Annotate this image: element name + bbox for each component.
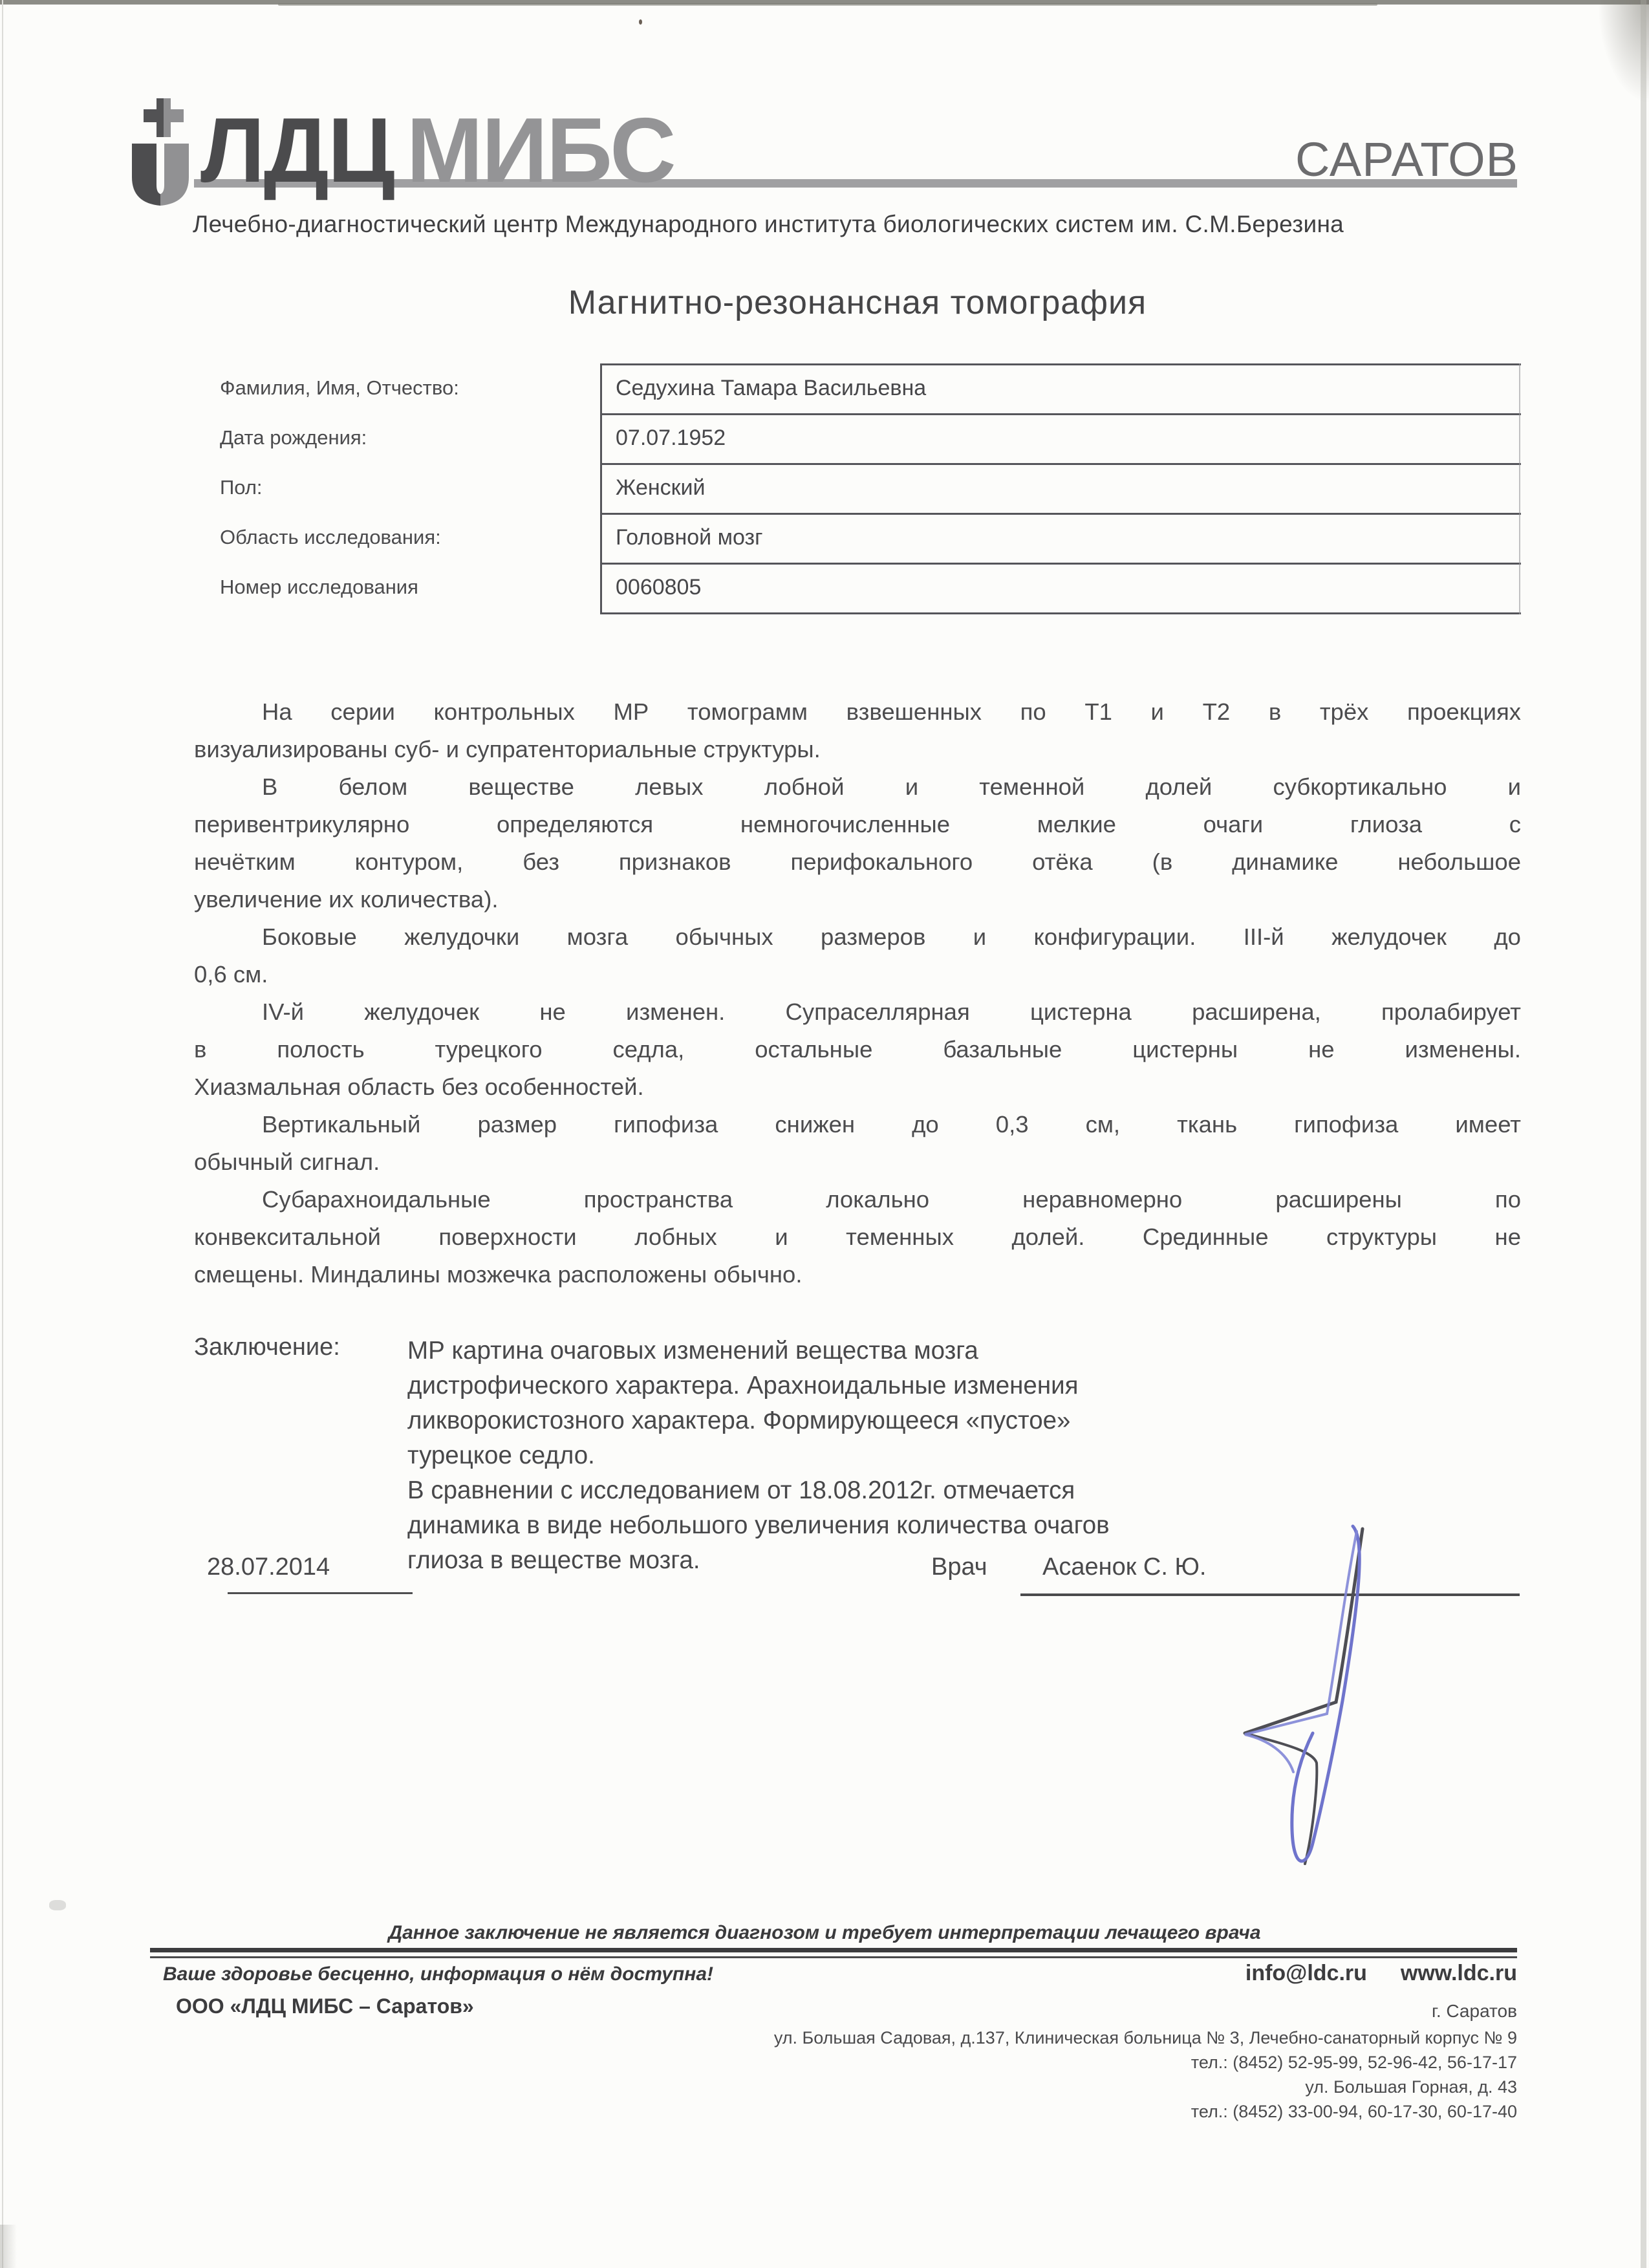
conclusion-line: турецкое седло.: [407, 1442, 595, 1469]
logo-text-ldc: ЛДЦ: [200, 99, 394, 202]
report-date: 28.07.2014: [207, 1553, 330, 1581]
row-value: 0060805: [600, 563, 1521, 612]
clinic-subtitle: Лечебно-диагностический центр Международного института биологических систем им. С.М.Березина: [193, 211, 1344, 237]
conclusion-line: динамика в виде небольшого увеличения количества очагов: [407, 1511, 1110, 1539]
footer-slogan: Ваше здоровье бесценно, информация о нём доступна!: [163, 1963, 714, 1985]
report-line: Хиазмальная область без особенностей.: [194, 1074, 644, 1100]
logo-wordmark: [200, 99, 675, 202]
disclaimer-text: Данное заключение не является диагнозом и требует интерпретации лечащего врача: [388, 1922, 1261, 1943]
table-row: [194, 463, 1521, 513]
table-left-rule: [600, 363, 602, 614]
table-right-rule: [1519, 363, 1520, 614]
report-line: Субарахноидальные пространства локально неравномерно расширены по: [262, 1186, 1521, 1213]
table-row: [194, 363, 1521, 413]
scan-artifact-smudge: [49, 1900, 66, 1910]
footer-address-line: ул. Большая Садовая, д.137, Клиническая больница № 3, Лечебно-санаторный корпус № 9: [773, 2028, 1517, 2047]
patient-info-table: [194, 363, 1521, 615]
report-body: [194, 693, 1521, 1293]
conclusion-label: Заключение:: [194, 1334, 340, 1361]
scan-artifact-top-edge-2: [278, 3, 1377, 6]
row-label: Номер исследования: [220, 576, 418, 598]
report-line: смещены. Миндалины мозжечка расположены обычно.: [194, 1261, 803, 1288]
footer-email: info@ldc.ru: [1245, 1961, 1367, 1985]
scan-artifact-corner-bottom-left: [0, 2225, 17, 2268]
footer-company: ООО «ЛДЦ МИБС – Саратов»: [176, 1994, 474, 2018]
conclusion-line: В сравнении с исследованием от 18.08.2012г. отмечается: [407, 1476, 1075, 1504]
scan-artifact-speck: [639, 19, 642, 25]
conclusion-line: МР картина очаговых изменений вещества мозга: [407, 1337, 978, 1365]
row-value: Женский: [600, 463, 1521, 513]
footer-website: www.ldc.ru: [1400, 1961, 1517, 1985]
report-line: В белом веществе левых лобной и теменной долей субкортикально и: [262, 773, 1521, 800]
conclusion-line: ликворокистозного характера. Формирующееся «пустое»: [407, 1407, 1071, 1434]
report-line: в полость турецкого седла, остальные базальные цистерны не изменены.: [194, 1036, 1521, 1063]
logo-text-mibs: МИБС: [406, 99, 675, 202]
branch-city: САРАТОВ: [1295, 133, 1518, 186]
report-line: обычный сигнал.: [194, 1149, 380, 1175]
conclusion-text: [407, 1334, 1274, 1578]
report-line: На серии контрольных МР томограмм взвешенных по Т1 и Т2 в трёх проекциях: [262, 698, 1521, 725]
conclusion-line: глиоза в веществе мозга.: [407, 1546, 700, 1574]
date-underline: [228, 1592, 413, 1594]
footer-contacts: [1245, 1961, 1517, 1986]
report-line: Вертикальный размер гипофиза снижен до 0,3 см, ткань гипофиза имеет: [262, 1111, 1521, 1138]
footer-rule-thin: [150, 1956, 1517, 1958]
report-line: IV-й желудочек не изменен. Супраселлярная цистерна расширена, пролабирует: [262, 999, 1521, 1025]
footer-phone-line: тел.: (8452) 33-00-94, 60-17-30, 60-17-40: [1191, 2102, 1517, 2121]
report-line: увеличение их количества).: [194, 886, 499, 913]
row-value: Седухина Тамара Васильевна: [600, 363, 1521, 413]
conclusion-line: дистрофического характера. Арахноидальные изменения: [407, 1372, 1079, 1399]
mibs-shield-cross-icon: [128, 94, 193, 211]
document-title: Магнитно-резонансная томография: [568, 284, 1147, 321]
report-line: конвекситальной поверхности лобных и теменных долей. Срединные структуры не: [194, 1224, 1521, 1250]
row-label: Пол:: [220, 476, 263, 499]
footer-phone-line: тел.: (8452) 52-95-99, 52-96-42, 56-17-17: [1191, 2053, 1517, 2072]
table-row: [194, 413, 1521, 463]
report-line: 0,6 см.: [194, 961, 268, 988]
row-value: 07.07.1952: [600, 413, 1521, 463]
table-row: [194, 513, 1521, 563]
doctor-label: Врач: [931, 1553, 987, 1581]
footer-rule-thick: [150, 1948, 1517, 1952]
row-label: Фамилия, Имя, Отчество:: [220, 376, 459, 399]
doctor-name: Асаенок С. Ю.: [1042, 1553, 1207, 1581]
footer-address-line: ул. Большая Горная, д. 43: [1305, 2077, 1517, 2097]
table-row: [194, 563, 1521, 612]
report-line: Боковые желудочки мозга обычных размеров и конфигурации. III-й желудочек до: [262, 923, 1521, 950]
footer-city: г. Саратов: [1432, 2001, 1517, 2021]
table-bottom-rule: [600, 612, 1521, 614]
row-value: Головной мозг: [600, 513, 1521, 563]
row-label: Дата рождения:: [220, 426, 367, 449]
report-line: перивентрикулярно определяются немногочисленные мелкие очаги глиоза с: [194, 811, 1521, 837]
report-line: визуализированы суб- и супратенториальные структуры.: [194, 736, 821, 762]
row-label: Область исследования:: [220, 526, 441, 548]
report-line: нечётким контуром, без признаков перифокального отёка (в динамике небольшое: [194, 848, 1521, 875]
doctor-signature: [1216, 1481, 1410, 1934]
